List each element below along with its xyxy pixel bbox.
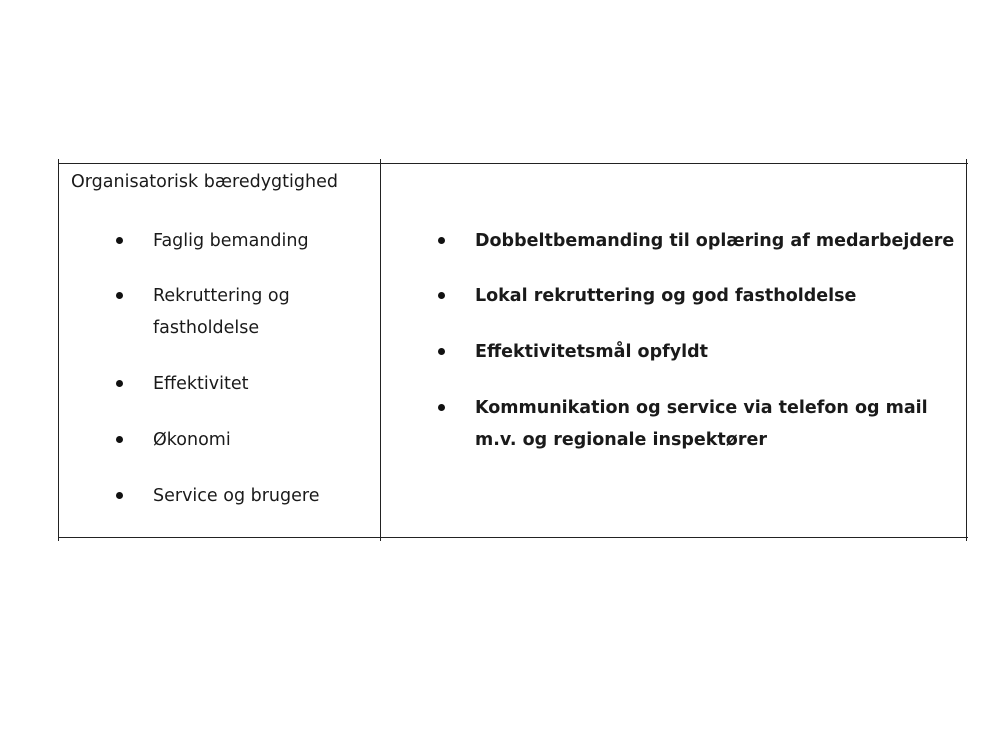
list-item-text: fastholdelse [153,318,260,338]
list-item-text: Dobbeltbemanding til oplæring af medarbejdere [475,231,955,251]
list-item-text: Faglig bemanding [153,231,309,251]
table-top-border [58,163,968,164]
bullet-icon [438,237,445,244]
bullet-icon [116,380,123,387]
list-item-text: Service og brugere [153,486,320,506]
cell-heading: Organisatorisk bæredygtighed [71,172,338,192]
table-right-border [966,159,967,541]
list-item-text: m.v. og regionale inspektører [475,430,767,450]
list-item-text: Lokal rekruttering og god fastholdelse [475,286,857,306]
list-item [153,225,309,257]
list-item [475,392,928,456]
list-item-text: Kommunikation og service via telefon og mail [475,398,928,418]
list-item [475,280,856,312]
table-column-divider [380,159,381,541]
bullet-icon [116,292,123,299]
list-item [153,368,248,400]
bullet-icon [438,292,445,299]
bullet-icon [438,404,445,411]
bullet-icon [116,492,123,499]
list-item [153,480,319,512]
list-item-text: Rekruttering og [153,286,290,306]
content-table [58,163,968,539]
table-left-border [58,159,59,541]
list-item [153,280,290,344]
list-item-text: Effektivitet [153,374,249,394]
bullet-icon [116,237,123,244]
list-item [153,424,231,456]
table-bottom-border [58,537,968,538]
bullet-icon [116,436,123,443]
list-item-text: Økonomi [153,430,231,450]
list-item [475,336,708,368]
list-item [475,225,954,257]
bullet-icon [438,348,445,355]
list-item-text: Effektivitetsmål opfyldt [475,342,709,362]
